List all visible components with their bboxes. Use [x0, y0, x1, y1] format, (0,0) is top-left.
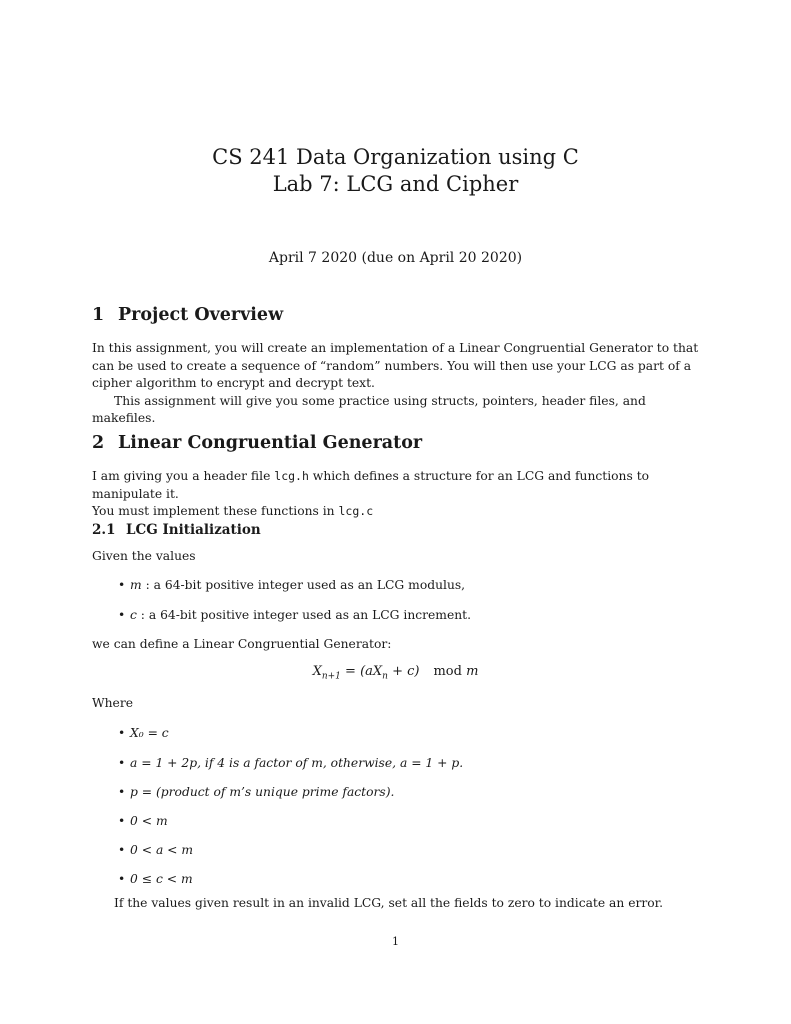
section-1-heading — [92, 305, 283, 325]
given-text: Given the values — [92, 549, 196, 563]
section-title: Project Overview — [118, 305, 284, 325]
page-number: 1 — [392, 935, 399, 948]
list-item — [118, 813, 168, 829]
bullet-marker: • — [118, 785, 126, 799]
eq-mod-operator: mod — [433, 664, 462, 679]
subsection-number: 2.1 — [92, 522, 116, 538]
final-paragraph: If the values given result in an invalid LCG, set all the fields to zero to indicate an error. — [114, 896, 664, 910]
list-item — [118, 607, 471, 623]
paragraph: In this assignment, you will create an implementation of a Linear Congruential Generator to that can be used to create a sequence of “random” numbers. You will then use your LCG as part of a cipher algorithm to encrypt and decrypt text. — [92, 341, 699, 390]
section-number: 2 — [92, 433, 105, 453]
list-item — [118, 755, 463, 771]
eq-subscript: n — [382, 671, 388, 682]
bullet-marker: • — [118, 756, 126, 770]
eq-part: + c) — [387, 664, 420, 679]
bullet-marker: • — [118, 608, 126, 622]
eq-part: X — [312, 664, 322, 679]
paragraph — [92, 468, 702, 521]
list-item — [118, 871, 193, 887]
list-item-text: 0 < m — [130, 814, 168, 828]
list-item — [118, 784, 394, 800]
list-item-text: : a 64-bit positive integer used as an LCG increment. — [136, 608, 471, 622]
document-date: April 7 2020 (due on April 20 2020) — [268, 250, 523, 266]
section-1-body — [92, 340, 702, 428]
list-item-text: p = (product of m’s unique prime factors). — [130, 785, 395, 799]
bullet-marker: • — [118, 843, 126, 857]
lcg-equation — [0, 664, 791, 682]
eq-part: m — [466, 664, 479, 679]
section-2-heading — [92, 433, 422, 453]
filename-lcg-c: lcg.c — [338, 504, 374, 518]
document-title — [0, 144, 791, 198]
filename-lcg-h: lcg.h — [274, 469, 309, 483]
text-run: I am giving you a header file — [92, 469, 275, 483]
list-item-text: 0 < a < m — [130, 843, 194, 857]
define-text: we can define a Linear Congruential Generator: — [92, 637, 392, 651]
eq-subscript: n+1 — [321, 671, 341, 682]
eq-part: = (aX — [340, 664, 383, 679]
section-number: 1 — [92, 305, 105, 325]
paragraph: This assignment will give you some practice using structs, pointers, header files, and makefiles. — [92, 393, 646, 425]
title-line-2: Lab 7: LCG and Cipher — [272, 172, 519, 196]
where-text: Where — [92, 696, 133, 710]
list-item-text: a = 1 + 2p, if 4 is a factor of m, otherwise, a = 1 + p. — [130, 756, 464, 770]
section-title: Linear Congruential Generator — [118, 433, 423, 453]
list-item — [118, 842, 193, 858]
bullet-marker: • — [118, 578, 126, 592]
text-run: You must implement these functions in — [92, 504, 339, 518]
math-symbol: c — [130, 608, 137, 622]
section-2-body — [92, 468, 702, 521]
list-item-text: X₀ = c — [130, 726, 169, 740]
math-symbol: m — [130, 578, 142, 592]
subsection-2-1-heading — [92, 522, 261, 538]
title-line-1: CS 241 Data Organization using C — [212, 145, 579, 169]
bullet-marker: • — [118, 814, 126, 828]
bullet-marker: • — [118, 726, 126, 740]
subsection-title: LCG Initialization — [126, 522, 261, 538]
list-item-text: 0 ≤ c < m — [130, 872, 193, 886]
list-item — [118, 577, 465, 593]
list-item-text: : a 64-bit positive integer used as an LCG modulus, — [141, 578, 466, 592]
list-item — [118, 725, 169, 741]
text-run: which defines a structure for an LCG and functions to manipulate it. — [92, 469, 650, 501]
bullet-marker: • — [118, 872, 126, 886]
